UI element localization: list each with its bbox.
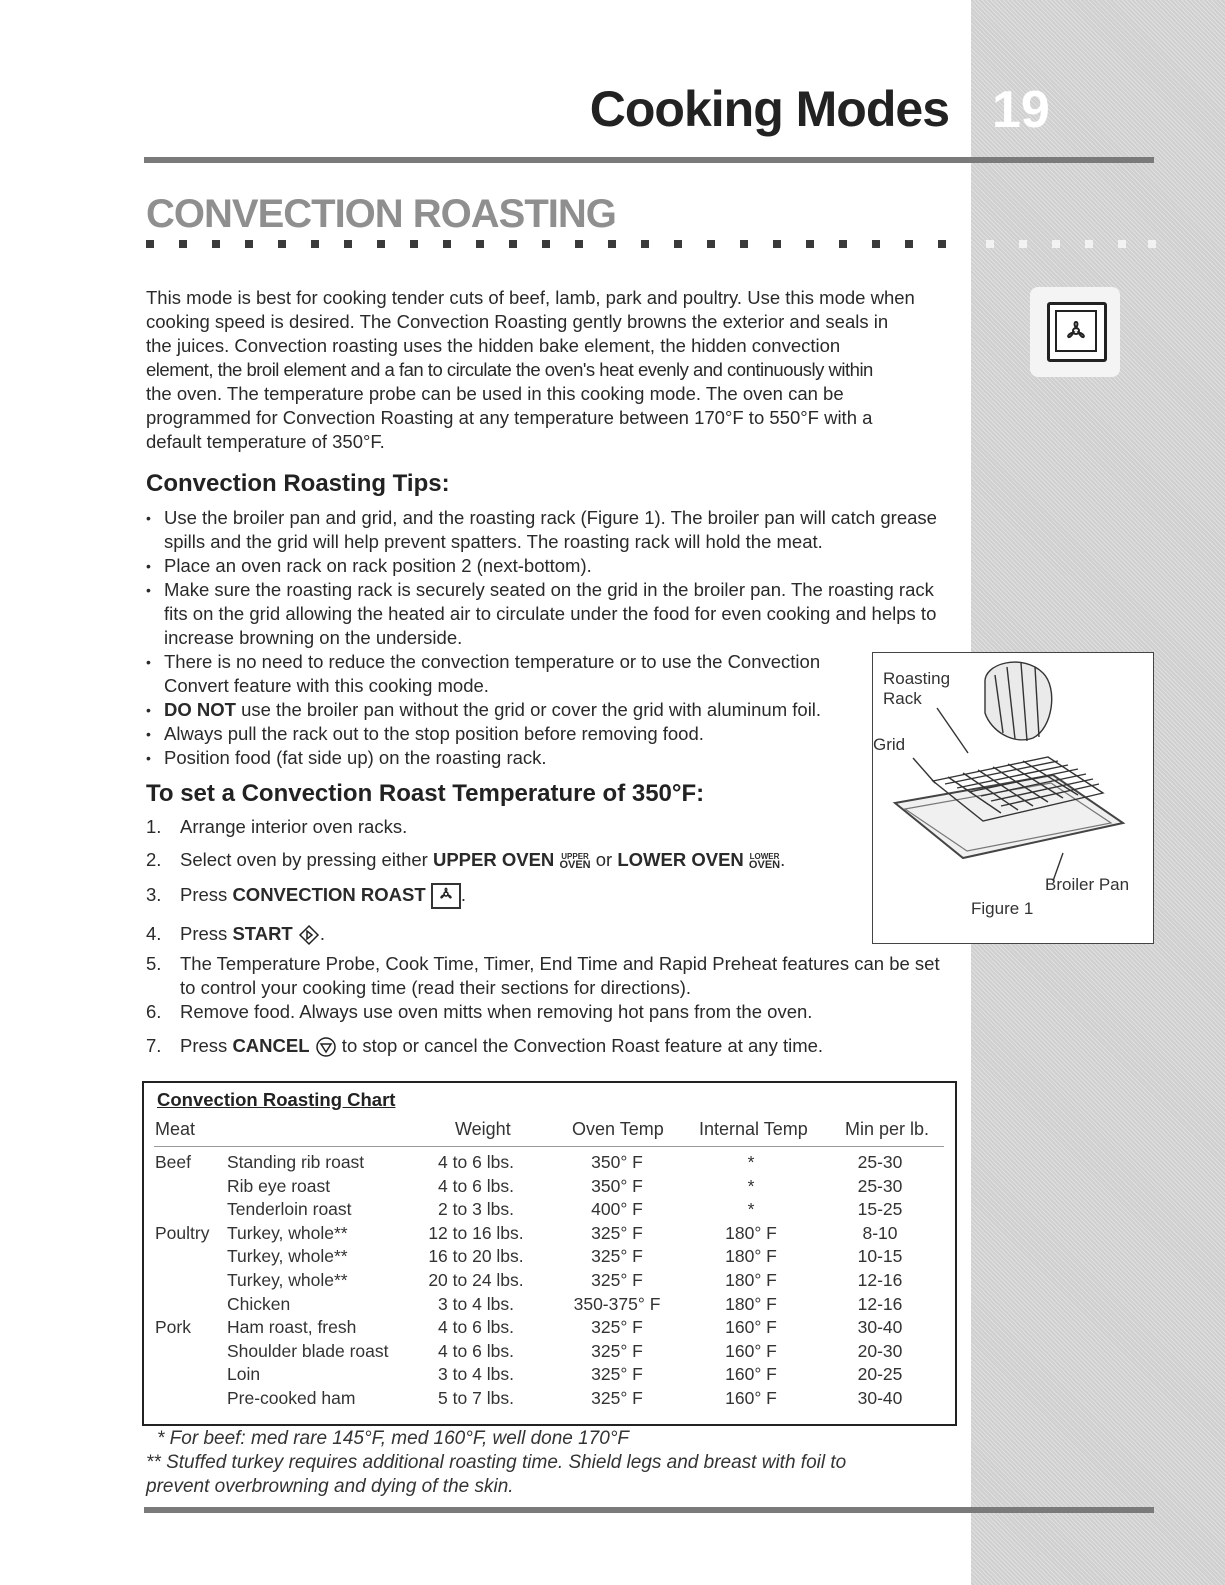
roasting-rack-label: Roasting Rack bbox=[883, 669, 951, 708]
chart-cell-internal-temp: 180° F bbox=[725, 1293, 777, 1314]
step-number: 5. bbox=[146, 953, 162, 975]
chart-cell-cut-name: Shoulder blade roast bbox=[227, 1340, 389, 1361]
column-header: Weight bbox=[455, 1119, 511, 1139]
footnote-turkey: ** Stuffed turkey requires additional roasting time. Shield legs and breast with foil to prevent overbrowning and dying of the skin. bbox=[146, 1452, 847, 1497]
chart-cell-meat-category: Pork bbox=[155, 1317, 191, 1338]
intro-paragraph bbox=[146, 286, 946, 454]
do-not-label: DO NOT bbox=[164, 699, 236, 720]
footer-rule bbox=[144, 1507, 1154, 1513]
chart-cell-weight: 16 to 20 lbs. bbox=[428, 1246, 524, 1267]
chart-cell-minutes-per-lb: 30-40 bbox=[857, 1317, 903, 1338]
tip-item bbox=[146, 698, 854, 722]
step-text: The Temperature Probe, Cook Time, Timer, End Time and Rapid Preheat features can be set to control your cooking time (read their sections for directions). bbox=[180, 953, 940, 999]
chart-cell-internal-temp: 180° F bbox=[725, 1270, 777, 1290]
tip-text: There is no need to reduce the convection temperature or to use the Convection Convert feature with this cooking mode. bbox=[164, 651, 821, 696]
cancel-icon bbox=[315, 1036, 337, 1058]
chart-cell-internal-temp: * bbox=[747, 1199, 755, 1220]
step-text: Arrange interior oven racks. bbox=[180, 816, 408, 837]
chart-header-divider bbox=[154, 1146, 944, 1147]
upper-oven-key: UPPER OVEN bbox=[432, 849, 555, 870]
chart-cell-weight: 4 to 6 lbs. bbox=[438, 1175, 514, 1196]
step-text: Select oven by pressing either bbox=[180, 849, 433, 870]
intro-line: element, the broil element and a fan to circulate the oven's heat evenly and continuously within bbox=[146, 359, 873, 380]
step-number: 3. bbox=[146, 884, 162, 905]
chart-cell-cut-name: Loin bbox=[227, 1364, 261, 1385]
chart-cell-oven-temp: 325° F bbox=[591, 1388, 643, 1408]
chart-cell-weight: 2 to 3 lbs. bbox=[438, 1199, 514, 1220]
chart-cell-weight: 4 to 6 lbs. bbox=[438, 1340, 514, 1361]
convection-roast-key: CONVECTION ROAST bbox=[232, 884, 426, 905]
step-item bbox=[146, 815, 946, 839]
intro-line: the juices. Convection roasting uses the hidden bake element, the hidden convection bbox=[146, 335, 841, 356]
chart-cell-cut-name: Chicken bbox=[227, 1293, 291, 1314]
chart-cell-cut-name: Ham roast, fresh bbox=[227, 1317, 357, 1338]
chart-cell-minutes-per-lb: 20-25 bbox=[857, 1364, 903, 1385]
chart-cell-meat-category: Beef bbox=[155, 1152, 191, 1172]
step-item: 4. Press START . bbox=[146, 922, 946, 946]
chart-cell-oven-temp: 350-375° F bbox=[573, 1293, 661, 1314]
broiler-pan-label: Broiler Pan bbox=[1045, 875, 1130, 894]
chart-cell-minutes-per-lb: 25-30 bbox=[857, 1152, 903, 1172]
column-header: Internal Temp bbox=[699, 1119, 808, 1139]
chart-cell-internal-temp: 160° F bbox=[725, 1388, 777, 1408]
page-number: 19 bbox=[992, 81, 1050, 139]
chart-cell-cut-name: Turkey, whole** bbox=[227, 1222, 348, 1243]
step-number: 4. bbox=[146, 923, 162, 945]
page-title: Cooking Modes bbox=[589, 81, 949, 137]
chart-cell-weight: 5 to 7 lbs. bbox=[438, 1388, 514, 1408]
section-title: CONVECTION ROASTING bbox=[146, 192, 616, 236]
column-header: Oven Temp bbox=[572, 1119, 664, 1139]
chart-cell-weight: 3 to 4 lbs. bbox=[438, 1293, 514, 1314]
header-rule bbox=[144, 157, 1154, 163]
chart-cell-oven-temp: 325° F bbox=[591, 1246, 643, 1267]
chart-cell-minutes-per-lb: 12-16 bbox=[857, 1293, 903, 1314]
chart-cell-minutes-per-lb: 30-40 bbox=[857, 1388, 903, 1408]
chart-cell-internal-temp: * bbox=[747, 1175, 755, 1196]
chart-cell-cut-name: Turkey, whole** bbox=[227, 1246, 348, 1267]
intro-line: programmed for Convection Roasting at any temperature between 170°F to 550°F with a bbox=[146, 407, 873, 428]
chart-cell-oven-temp: 350° F bbox=[591, 1152, 643, 1172]
chart-cell-oven-temp: 350° F bbox=[591, 1175, 643, 1196]
start-icon bbox=[298, 924, 320, 946]
chart-cell-internal-temp: 180° F bbox=[725, 1222, 777, 1243]
chart-cell-minutes-per-lb: 8-10 bbox=[862, 1222, 898, 1243]
chart-cell-cut-name: Standing rib roast bbox=[227, 1152, 365, 1172]
column-header: Min per lb. bbox=[845, 1119, 930, 1139]
tip-item: • Make sure the roasting rack is securely seated on the grid in the broiler pan. The roasting rack fits on the grid allowing the heated air to circulate under the food for even cooking and helps to increase browning on the underside. bbox=[146, 578, 946, 650]
chart-cell-cut-name: Pre-cooked ham bbox=[227, 1388, 356, 1408]
tip-item: • Position food (fat side up) on the roasting rack. bbox=[146, 746, 946, 770]
intro-line: default temperature of 350°F. bbox=[146, 431, 385, 452]
step-number: 2. bbox=[146, 849, 162, 870]
chart-cell-internal-temp: * bbox=[747, 1152, 755, 1172]
step-text: Remove food. Always use oven mitts when removing hot pans from the oven. bbox=[180, 1001, 813, 1023]
chart-cell-cut-name: Rib eye roast bbox=[227, 1175, 331, 1196]
column-header: Meat bbox=[155, 1119, 196, 1139]
chart-cell-weight: 4 to 6 lbs. bbox=[438, 1152, 514, 1172]
figure-caption: Figure 1 bbox=[971, 899, 1034, 918]
chart-cell-weight: 3 to 4 lbs. bbox=[438, 1364, 514, 1385]
chart-cell-internal-temp: 160° F bbox=[725, 1364, 777, 1385]
chart-cell-weight: 12 to 16 lbs. bbox=[428, 1222, 524, 1243]
tip-item: • Place an oven rack on rack position 2 (next-bottom). bbox=[146, 554, 946, 578]
lower-oven-key: LOWER OVEN bbox=[617, 849, 744, 870]
step-item: 7. Press CANCEL to stop or cancel the Convection Roast feature at any time. bbox=[146, 1034, 946, 1058]
step-number: 7. bbox=[146, 1035, 162, 1057]
chart-cell-internal-temp: 180° F bbox=[725, 1246, 777, 1267]
convection-roast-key-icon bbox=[431, 883, 461, 909]
steps-list bbox=[146, 815, 946, 1058]
cancel-key: CANCEL bbox=[232, 1035, 310, 1057]
chart-cell-cut-name: Tenderloin roast bbox=[227, 1199, 352, 1220]
upper-oven-key-label: UPPER OVEN bbox=[559, 852, 591, 872]
tip-text: use the broiler pan without the grid or cover the grid with aluminum foil. bbox=[235, 699, 822, 720]
steps-heading: To set a Convection Roast Temperature of 350°F: bbox=[146, 780, 705, 807]
tip-item bbox=[146, 650, 854, 698]
chart-cell-meat-category: Poultry bbox=[155, 1222, 210, 1243]
tips-list bbox=[146, 506, 946, 770]
chart-cell-internal-temp: 160° F bbox=[725, 1340, 777, 1361]
chart-cell-minutes-per-lb: 15-25 bbox=[857, 1199, 903, 1220]
tip-item: • Always pull the rack out to the stop position before removing food. bbox=[146, 722, 946, 746]
intro-line: cooking speed is desired. The Convection Roasting gently browns the exterior and seals in bbox=[146, 311, 889, 332]
tip-item: • Use the broiler pan and grid, and the roasting rack (Figure 1). The broiler pan will catch grease spills and the grid will help prevent spatters. The roasting rack will hold the meat. bbox=[146, 506, 946, 554]
chart-cell-cut-name: Turkey, whole** bbox=[227, 1270, 348, 1290]
chart-cell-weight: 4 to 6 lbs. bbox=[438, 1317, 514, 1338]
chart-cell-oven-temp: 325° F bbox=[591, 1364, 643, 1385]
step-item bbox=[146, 1000, 946, 1024]
intro-line: This mode is best for cooking tender cuts of beef, lamb, park and poultry. Use this mode when bbox=[146, 287, 915, 308]
chart-cell-weight: 20 to 24 lbs. bbox=[428, 1270, 524, 1290]
step-item: 3. Press CONVECTION ROAST . bbox=[146, 883, 946, 909]
section-dots-divider bbox=[146, 240, 1156, 250]
grid-label: Grid bbox=[873, 735, 906, 754]
chart-cell-oven-temp: 400° F bbox=[591, 1199, 643, 1220]
lower-oven-key-label: LOWER OVEN bbox=[748, 852, 781, 872]
chart-cell-oven-temp: 325° F bbox=[591, 1270, 643, 1290]
step-number: 6. bbox=[146, 1001, 162, 1023]
figure-1 bbox=[872, 652, 1154, 944]
intro-line: the oven. The temperature probe can be used in this cooking mode. The oven can be bbox=[146, 383, 844, 404]
chart-cell-oven-temp: 325° F bbox=[591, 1340, 643, 1361]
chart-cell-internal-temp: 160° F bbox=[725, 1317, 777, 1338]
chart-cell-minutes-per-lb: 12-16 bbox=[857, 1270, 903, 1290]
step-item: 2. Select oven by pressing either UPPER OVEN UPPER OVEN or LOWER OVEN LOWER OVEN. bbox=[146, 849, 786, 872]
footnote-beef: * For beef: med rare 145°F, med 160°F, well done 170°F bbox=[157, 1428, 630, 1449]
chart-cell-oven-temp: 325° F bbox=[591, 1317, 643, 1338]
fan-icon bbox=[1055, 310, 1097, 352]
chart-title: Convection Roasting Chart bbox=[157, 1089, 396, 1110]
start-key: START bbox=[232, 923, 293, 945]
step-item bbox=[146, 952, 946, 1000]
chart-cell-minutes-per-lb: 10-15 bbox=[857, 1246, 903, 1267]
step-number: 1. bbox=[146, 816, 162, 837]
chart-cell-minutes-per-lb: 25-30 bbox=[857, 1175, 903, 1196]
tips-heading: Convection Roasting Tips: bbox=[146, 470, 450, 497]
chart-cell-minutes-per-lb: 20-30 bbox=[857, 1340, 903, 1361]
chart-cell-oven-temp: 325° F bbox=[591, 1222, 643, 1243]
